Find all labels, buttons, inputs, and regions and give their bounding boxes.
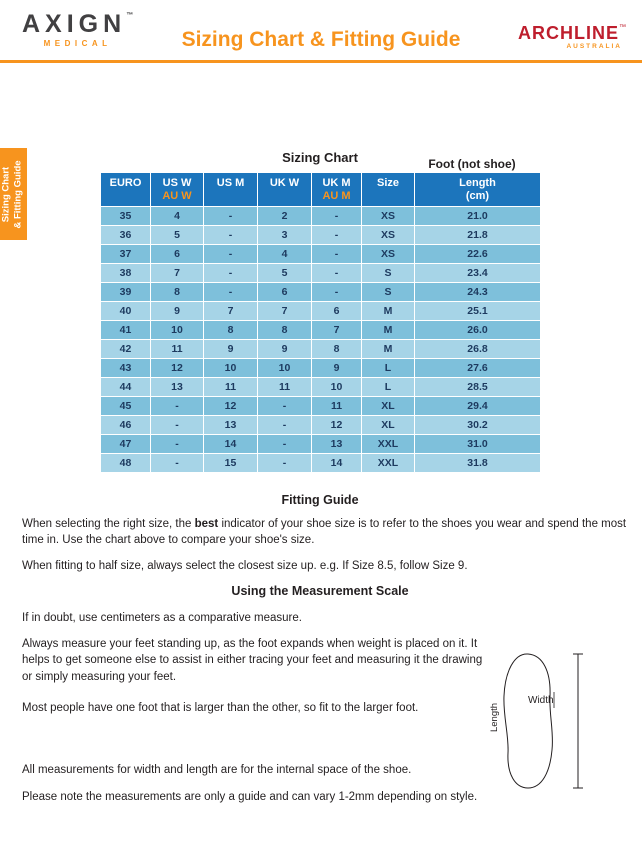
column-header: UK W: [258, 173, 312, 207]
measurement-paragraph-3: Most people have one foot that is larger than the other, so fit to the larger foot.: [22, 702, 419, 714]
table-cell: -: [258, 416, 312, 435]
column-header: US W AU W: [151, 173, 204, 207]
table-cell: 47: [101, 435, 151, 454]
table-cell: -: [312, 283, 362, 302]
table-row: [101, 397, 541, 416]
table-row: [101, 378, 541, 397]
table-cell: 28.5: [415, 378, 541, 397]
table-cell: M: [362, 302, 415, 321]
table-cell: 44: [101, 378, 151, 397]
table-cell: 48: [101, 454, 151, 473]
table-cell: XS: [362, 226, 415, 245]
table-cell: -: [258, 397, 312, 416]
table-cell: 8: [312, 340, 362, 359]
table-cell: -: [204, 264, 258, 283]
table-cell: -: [151, 397, 204, 416]
axign-trademark: ™: [126, 12, 134, 19]
table-cell: XXL: [362, 454, 415, 473]
sizing-table: [100, 172, 541, 473]
table-cell: 22.6: [415, 245, 541, 264]
measurement-paragraph-5: Please note the measurements are only a guide and can vary 1-2mm depending on style.: [22, 791, 478, 803]
sizing-table-head-row: [101, 173, 541, 207]
table-cell: 35: [101, 207, 151, 226]
table-cell: -: [312, 264, 362, 283]
table-cell: -: [258, 454, 312, 473]
archline-logo-text: [518, 24, 626, 43]
table-cell: 12: [204, 397, 258, 416]
table-cell: 36: [101, 226, 151, 245]
column-header: US M: [204, 173, 258, 207]
table-cell: 6: [312, 302, 362, 321]
table-cell: 4: [151, 207, 204, 226]
table-cell: 5: [258, 264, 312, 283]
table-cell: 13: [204, 416, 258, 435]
table-cell: 39: [101, 283, 151, 302]
archline-logo: [518, 24, 626, 51]
table-cell: 4: [258, 245, 312, 264]
table-cell: 12: [151, 359, 204, 378]
table-cell: 21.0: [415, 207, 541, 226]
axign-word: AXIGN: [22, 10, 127, 38]
fitting-guide-paragraph-2: When fitting to half size, always select the closest size up. e.g. If Size 8.5, follow Size 9.: [22, 560, 468, 572]
table-cell: -: [312, 207, 362, 226]
table-cell: 37: [101, 245, 151, 264]
table-cell: 7: [258, 302, 312, 321]
table-cell: -: [151, 454, 204, 473]
page-title: Sizing Chart & Fitting Guide: [181, 28, 461, 51]
fitting-guide-title: Fitting Guide: [281, 493, 359, 507]
table-cell: 29.4: [415, 397, 541, 416]
table-cell: 9: [312, 359, 362, 378]
table-cell: 11: [312, 397, 362, 416]
table-cell: 46: [101, 416, 151, 435]
table-cell: 13: [312, 435, 362, 454]
table-cell: 5: [151, 226, 204, 245]
table-cell: 43: [101, 359, 151, 378]
foot-not-shoe-label: Foot (not shoe): [428, 157, 516, 171]
table-cell: M: [362, 321, 415, 340]
measurement-paragraph-1: If in doubt, use centimeters as a comparative measure.: [22, 612, 302, 624]
table-cell: XS: [362, 245, 415, 264]
table-cell: 21.8: [415, 226, 541, 245]
foot-measurement-diagram: [488, 650, 590, 792]
table-cell: S: [362, 283, 415, 302]
measurement-scale-title: Using the Measurement Scale: [231, 584, 409, 598]
table-cell: 3: [258, 226, 312, 245]
table-cell: 26.0: [415, 321, 541, 340]
table-cell: 6: [258, 283, 312, 302]
table-cell: 38: [101, 264, 151, 283]
table-row: [101, 321, 541, 340]
measurement-paragraph-4: All measurements for width and length are for the internal space of the shoe.: [22, 764, 412, 776]
table-cell: 7: [151, 264, 204, 283]
table-cell: 42: [101, 340, 151, 359]
side-tab: [0, 148, 27, 240]
table-cell: 10: [151, 321, 204, 340]
table-cell: 31.8: [415, 454, 541, 473]
table-cell: -: [204, 245, 258, 264]
table-row: [101, 454, 541, 473]
table-cell: -: [151, 416, 204, 435]
table-row: [101, 416, 541, 435]
table-cell: 7: [312, 321, 362, 340]
column-header: Length (cm): [415, 173, 541, 207]
table-cell: 30.2: [415, 416, 541, 435]
table-cell: 9: [151, 302, 204, 321]
table-cell: L: [362, 378, 415, 397]
table-cell: XL: [362, 416, 415, 435]
archline-word: ARCHLINE: [518, 23, 619, 43]
table-cell: XXL: [362, 435, 415, 454]
table-cell: 8: [151, 283, 204, 302]
table-cell: 12: [312, 416, 362, 435]
archline-trademark: ™: [619, 24, 626, 31]
table-cell: -: [312, 245, 362, 264]
header-divider: [0, 60, 642, 63]
fitting-guide-paragraph-1: [22, 516, 628, 549]
foot-outline-icon: [488, 650, 590, 792]
table-cell: 24.3: [415, 283, 541, 302]
column-header: Size: [362, 173, 415, 207]
paragraph-text: indicator of your shoe size is to refer to the shoes you wear and spend the most time in. Use the chart above to compare your shoe's size.: [22, 518, 627, 547]
table-cell: -: [204, 283, 258, 302]
table-row: [101, 245, 541, 264]
table-row: [101, 226, 541, 245]
table-cell: 10: [258, 359, 312, 378]
table-row: [101, 359, 541, 378]
table-cell: 11: [204, 378, 258, 397]
table-cell: XS: [362, 207, 415, 226]
table-cell: -: [312, 226, 362, 245]
table-cell: 14: [204, 435, 258, 454]
table-cell: 10: [312, 378, 362, 397]
table-row: [101, 435, 541, 454]
measurement-paragraph-2: Always measure your feet standing up, as the foot expands when weight is placed on it. It helps to get someone else to assist in either tracing your feet and measuring it the drawing or simply measuring your feet.: [22, 638, 483, 683]
table-cell: 13: [151, 378, 204, 397]
column-header: UK M AU M: [312, 173, 362, 207]
table-cell: 8: [204, 321, 258, 340]
table-row: [101, 283, 541, 302]
table-cell: 9: [258, 340, 312, 359]
table-row: [101, 207, 541, 226]
table-cell: -: [258, 435, 312, 454]
table-row: [101, 302, 541, 321]
paragraph-bold-text: best: [194, 518, 219, 530]
table-cell: 8: [258, 321, 312, 340]
table-row: [101, 340, 541, 359]
table-cell: 7: [204, 302, 258, 321]
table-cell: 25.1: [415, 302, 541, 321]
sizing-chart-title: Sizing Chart: [282, 150, 358, 165]
table-row: [101, 264, 541, 283]
table-cell: 10: [204, 359, 258, 378]
width-label: Width: [528, 695, 554, 706]
table-cell: -: [204, 207, 258, 226]
table-cell: 15: [204, 454, 258, 473]
table-cell: 27.6: [415, 359, 541, 378]
table-cell: 31.0: [415, 435, 541, 454]
table-cell: 2: [258, 207, 312, 226]
table-cell: 6: [151, 245, 204, 264]
table-cell: M: [362, 340, 415, 359]
side-tab-line1: Sizing Chart: [0, 166, 11, 222]
axign-logo-subtext: MEDICAL: [43, 39, 112, 48]
table-cell: 41: [101, 321, 151, 340]
column-header: EURO: [101, 173, 151, 207]
length-label: Length: [489, 702, 501, 733]
table-cell: 26.8: [415, 340, 541, 359]
table-cell: -: [151, 435, 204, 454]
table-cell: 45: [101, 397, 151, 416]
table-cell: S: [362, 264, 415, 283]
table-cell: 14: [312, 454, 362, 473]
table-cell: 23.4: [415, 264, 541, 283]
table-cell: 9: [204, 340, 258, 359]
table-cell: 40: [101, 302, 151, 321]
side-tab-label: [0, 148, 27, 240]
table-cell: 11: [258, 378, 312, 397]
table-cell: -: [204, 226, 258, 245]
archline-logo-subtext: AUSTRALIA: [566, 43, 622, 50]
table-cell: XL: [362, 397, 415, 416]
table-cell: 11: [151, 340, 204, 359]
side-tab-line2: & Fitting Guide: [11, 159, 23, 229]
table-cell: L: [362, 359, 415, 378]
paragraph-text: When selecting the right size, the: [22, 518, 195, 530]
